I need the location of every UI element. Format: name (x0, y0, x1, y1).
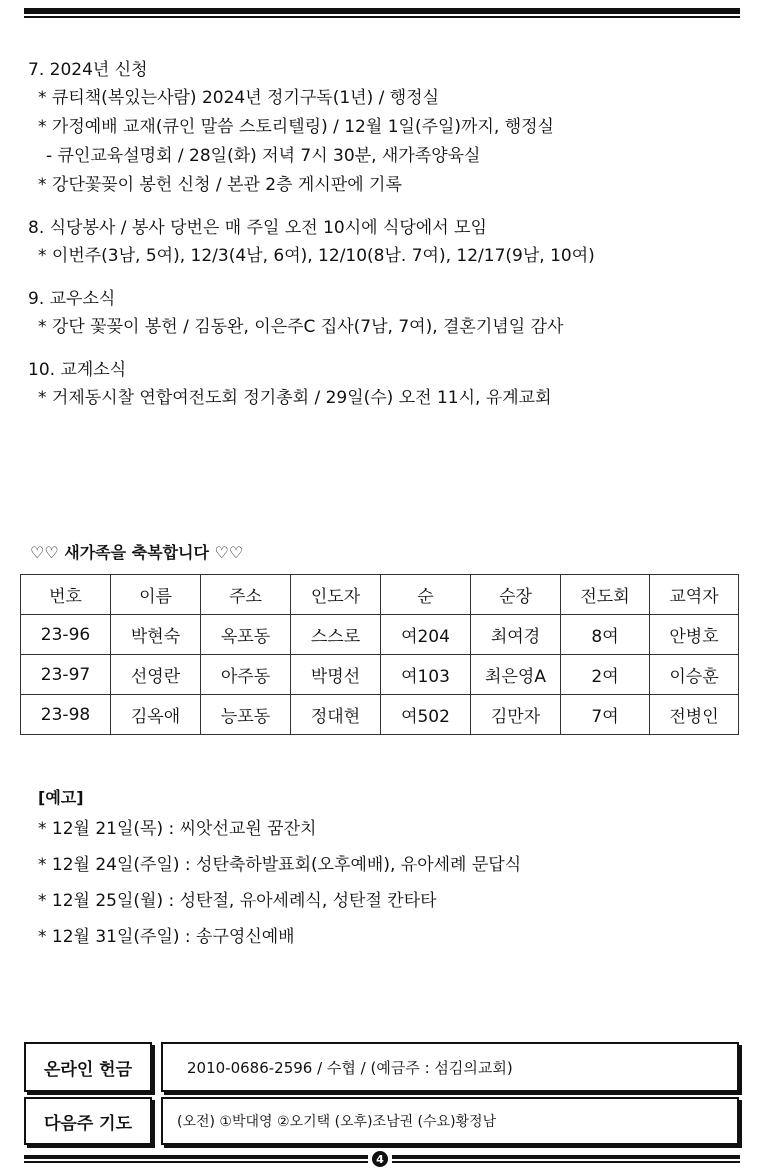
table-header-row (21, 575, 739, 615)
online-offering-value: 2010-0686-2596 / 수협 / (예금주 : 섬김의교회) (161, 1042, 739, 1092)
table-cell: 박명선 (291, 655, 381, 695)
online-offering-label: 온라인 헌금 (24, 1042, 152, 1092)
table-cell: 안병호 (650, 615, 739, 655)
bottom-rule-left-thin (24, 1161, 368, 1163)
top-rule-thin (24, 16, 740, 18)
section-item: * 강단 꽃꽂이 봉헌 / 김동완, 이은주C 집사(7남, 7여), 결혼기념일 감사 (38, 317, 564, 337)
table-cell: 23-98 (21, 695, 111, 735)
header-guide: 인도자 (291, 575, 381, 615)
table-cell: 능포동 (201, 695, 291, 735)
header-group: 순 (381, 575, 471, 615)
table-row (21, 615, 739, 655)
section-heading: 7. 2024년 신청 (28, 60, 148, 80)
table-cell: 7여 (561, 695, 650, 735)
next-prayer-row (24, 1097, 742, 1145)
section-heading: 9. 교우소식 (28, 289, 116, 309)
notice-section (38, 784, 738, 958)
table-cell: 23-97 (21, 655, 111, 695)
section-heading: 10. 교계소식 (28, 360, 127, 380)
table-cell: 여502 (381, 695, 471, 735)
header-minister: 교역자 (650, 575, 739, 615)
new-family-title: ♡♡ 새가족을 축복합니다 ♡♡ (30, 543, 244, 562)
table-cell: 여204 (381, 615, 471, 655)
table-cell: 정대현 (291, 695, 381, 735)
top-rule (24, 8, 740, 14)
table-cell: 이승훈 (650, 655, 739, 695)
table-cell: 최여경 (471, 615, 561, 655)
table-cell: 김옥애 (111, 695, 201, 735)
table-cell: 아주동 (201, 655, 291, 695)
page-number-badge: 4 (372, 1151, 388, 1167)
table-cell: 최은영A (471, 655, 561, 695)
section-member-news (28, 285, 748, 342)
table-cell: 전병인 (650, 695, 739, 735)
notice-item: * 12월 31일(주일) : 송구영신예배 (38, 927, 295, 947)
announcement-sections (28, 56, 748, 427)
new-family-table (20, 574, 739, 735)
section-church-news (28, 356, 748, 413)
header-number: 번호 (21, 575, 111, 615)
table-row (21, 655, 739, 695)
table-cell: 23-96 (21, 615, 111, 655)
section-item: * 큐티책(복있는사람) 2024년 정기구독(1년) / 행정실 (38, 88, 440, 108)
section-subitem: - 큐인교육설명회 / 28일(화) 저녁 7시 30분, 새가족양육실 (46, 146, 481, 166)
header-mission-society: 전도회 (561, 575, 650, 615)
header-address: 주소 (201, 575, 291, 615)
section-item: * 가정예배 교재(큐인 말씀 스토리텔링) / 12월 1일(주일)까지, 행정실 (38, 117, 554, 137)
table-cell: 박현숙 (111, 615, 201, 655)
table-cell: 스스로 (291, 615, 381, 655)
next-prayer-label: 다음주 기도 (24, 1097, 152, 1145)
table-cell: 여103 (381, 655, 471, 695)
table-cell: 2여 (561, 655, 650, 695)
section-heading: 8. 식당봉사 / 봉사 당번은 매 주일 오전 10시에 식당에서 모임 (28, 218, 487, 238)
header-name: 이름 (111, 575, 201, 615)
notice-item: * 12월 24일(주일) : 성탄축하발표회(오후예배), 유아세례 문답식 (38, 855, 522, 875)
table-cell: 선영란 (111, 655, 201, 695)
section-item: * 강단꽃꽂이 봉헌 신청 / 본관 2층 게시판에 기록 (38, 175, 402, 195)
section-2024-applications (28, 56, 748, 200)
section-item: * 이번주(3남, 5여), 12/3(4남, 6여), 12/10(8남. 7여), 12/17(9남, 10여) (38, 246, 595, 266)
section-item: * 거제동시찰 연합여전도회 정기총회 / 29일(수) 오전 11시, 유계교회 (38, 388, 552, 408)
notice-item: * 12월 21일(목) : 씨앗선교원 꿈잔치 (38, 819, 317, 839)
table-cell: 옥포동 (201, 615, 291, 655)
table-row (21, 695, 739, 735)
bottom-rule-right (392, 1155, 740, 1159)
section-kitchen-service (28, 214, 748, 271)
online-offering-row (24, 1042, 742, 1092)
next-prayer-value: (오전) ①박대영 ②오기택 (오후)조남권 (수요)황정남 (161, 1097, 739, 1145)
header-group-leader: 순장 (471, 575, 561, 615)
bottom-rule-right-thin (392, 1161, 740, 1163)
table-cell: 8여 (561, 615, 650, 655)
bottom-rule-left (24, 1155, 368, 1159)
notice-title: [예고] (38, 788, 84, 807)
table-cell: 김만자 (471, 695, 561, 735)
notice-item: * 12월 25일(월) : 성탄절, 유아세례식, 성탄절 칸타타 (38, 891, 437, 911)
